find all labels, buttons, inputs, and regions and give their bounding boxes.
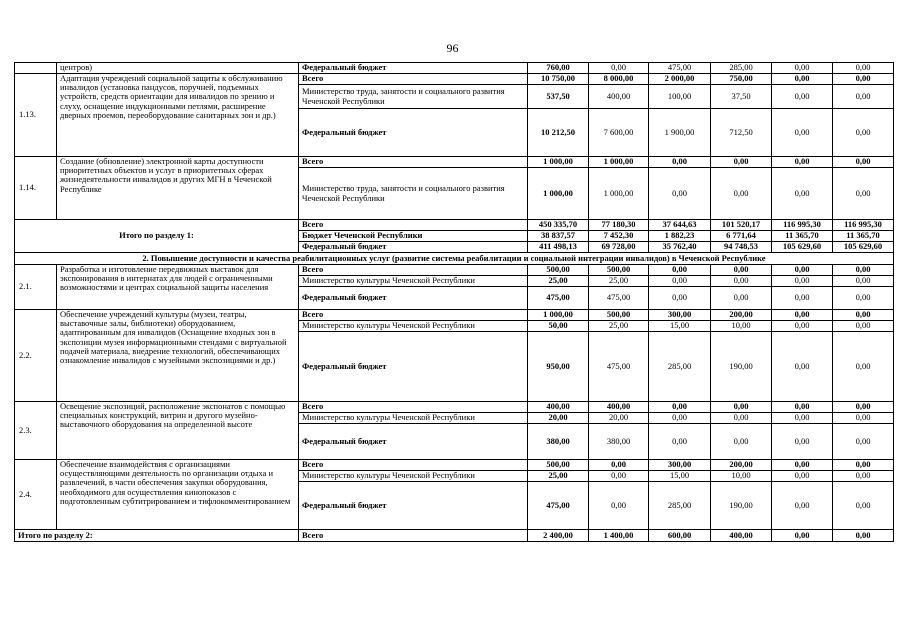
index-cell (15, 63, 57, 74)
value-cell: 50,00 (528, 321, 589, 332)
value-cell: 11 365,70 (833, 231, 894, 242)
value-cell: 285,00 (711, 63, 772, 74)
value-cell: 0,00 (772, 424, 833, 460)
value-cell: 20,00 (589, 413, 649, 424)
value-cell: 0,00 (833, 424, 894, 460)
value-cell: 8 000,00 (589, 74, 649, 85)
index-cell: 2.3. (15, 402, 57, 460)
value-cell: 475,00 (589, 332, 649, 402)
value-cell: 0,00 (772, 109, 833, 157)
value-cell: 475,00 (528, 287, 589, 310)
value-cell: 0,00 (833, 530, 894, 542)
value-cell: 411 498,13 (528, 242, 589, 253)
value-cell: 0,00 (589, 482, 649, 530)
value-cell: 105 629,60 (833, 242, 894, 253)
description-cell: Создание (обновление) электронной карты доступности приоритетных объектов и услуг в приоритетных сферах жизнедеятельности инвалидов и других МГН в Чеченской Республике (57, 157, 299, 220)
value-cell: 285,00 (649, 482, 711, 530)
value-cell: 475,00 (649, 63, 711, 74)
value-cell: 1 000,00 (589, 157, 649, 168)
value-cell: 0,00 (772, 157, 833, 168)
value-cell: 190,00 (711, 332, 772, 402)
value-cell: 0,00 (833, 157, 894, 168)
value-cell: 600,00 (649, 530, 711, 542)
value-cell: 300,00 (649, 460, 711, 471)
value-cell: 0,00 (711, 276, 772, 287)
value-cell: 0,00 (772, 471, 833, 482)
value-cell: 0,00 (772, 530, 833, 542)
value-cell: 0,00 (772, 332, 833, 402)
value-cell: 7 452,30 (589, 231, 649, 242)
source-cell: Всего (299, 530, 528, 542)
value-cell: 25,00 (528, 276, 589, 287)
source-cell: Федеральный бюджет (299, 287, 528, 310)
source-cell: Федеральный бюджет (299, 242, 528, 253)
value-cell: 0,00 (833, 85, 894, 109)
value-cell: 0,00 (833, 109, 894, 157)
value-cell: 500,00 (528, 265, 589, 276)
value-cell: 0,00 (589, 471, 649, 482)
value-cell: 400,00 (711, 530, 772, 542)
table-row (15, 310, 894, 321)
value-cell: 0,00 (649, 287, 711, 310)
value-cell: 500,00 (528, 460, 589, 471)
value-cell: 200,00 (711, 460, 772, 471)
value-cell: 0,00 (711, 168, 772, 220)
source-cell: Федеральный бюджет (299, 424, 528, 460)
value-cell: 1 400,00 (589, 530, 649, 542)
value-cell: 950,00 (528, 332, 589, 402)
value-cell: 0,00 (711, 157, 772, 168)
source-cell: Федеральный бюджет (299, 482, 528, 530)
value-cell: 10 212,50 (528, 109, 589, 157)
value-cell: 0,00 (649, 402, 711, 413)
value-cell: 0,00 (833, 332, 894, 402)
value-cell: 380,00 (589, 424, 649, 460)
description-cell: Разработка и изготовление передвижных выставок для экспонирования в интернатах для людей с ограниченными возможностями и центрах социальной защиты населения (57, 265, 299, 310)
value-cell: 300,00 (649, 310, 711, 321)
value-cell: 116 995,30 (772, 220, 833, 231)
value-cell: 400,00 (589, 402, 649, 413)
source-cell: Бюджет Чеченской Республики (299, 231, 528, 242)
source-cell: Министерство культуры Чеченской Республики (299, 471, 528, 482)
value-cell: 0,00 (711, 402, 772, 413)
table-row (15, 530, 894, 542)
table-row (15, 220, 894, 231)
value-cell: 15,00 (649, 321, 711, 332)
value-cell: 37,50 (711, 85, 772, 109)
section-total-label: Итого по разделу 1: (15, 220, 299, 253)
value-cell: 0,00 (772, 460, 833, 471)
value-cell: 10,00 (711, 321, 772, 332)
source-cell: Министерство культуры Чеченской Республики (299, 276, 528, 287)
value-cell: 0,00 (833, 74, 894, 85)
table-row (15, 63, 894, 74)
value-cell: 750,00 (711, 74, 772, 85)
index-cell: 1.14. (15, 157, 57, 220)
index-cell: 2.1. (15, 265, 57, 310)
value-cell: 0,00 (833, 321, 894, 332)
value-cell: 0,00 (833, 63, 894, 74)
value-cell: 0,00 (649, 413, 711, 424)
source-cell: Министерство труда, занятости и социального развития Чеченской Республики (299, 168, 528, 220)
value-cell: 0,00 (649, 276, 711, 287)
value-cell: 475,00 (589, 287, 649, 310)
source-cell: Министерство культуры Чеченской Республики (299, 321, 528, 332)
index-cell: 2.2. (15, 310, 57, 402)
table-row (15, 74, 894, 85)
value-cell: 0,00 (833, 471, 894, 482)
budget-table (14, 62, 894, 542)
table-row (15, 157, 894, 168)
description-cell: центров) (57, 63, 299, 74)
description-cell: Обеспечение взаимодействия с организациями осуществляющими деятельность по организации отдыха и развлечений, в части обеспечения закупки оборудования, необходимого для осуществления кинопоказов с подготовленным субтитрированием и тифлокомментированием (57, 460, 299, 530)
value-cell: 0,00 (711, 413, 772, 424)
source-cell: Всего (299, 402, 528, 413)
value-cell: 38 837,57 (528, 231, 589, 242)
source-cell: Всего (299, 310, 528, 321)
value-cell: 25,00 (589, 276, 649, 287)
description-cell: Обеспечение учреждений культуры (музеи, театры, выставочные залы, библиотеки) оборудованием, адаптированным для инвалидов (Оснащение входных зон в экспозиции музея информационными стендами с виртуальной подачей материала, внедрение технологий, обеспечивающих ознакомление инвалидов с музейными экспозициями и др.) (57, 310, 299, 402)
value-cell: 0,00 (589, 460, 649, 471)
value-cell: 1 000,00 (528, 310, 589, 321)
value-cell: 6 771,64 (711, 231, 772, 242)
index-cell: 2.4. (15, 460, 57, 530)
value-cell: 1 000,00 (528, 168, 589, 220)
source-cell: Федеральный бюджет (299, 332, 528, 402)
value-cell: 190,00 (711, 482, 772, 530)
value-cell: 94 748,53 (711, 242, 772, 253)
value-cell: 0,00 (649, 168, 711, 220)
value-cell: 0,00 (833, 413, 894, 424)
value-cell: 1 000,00 (589, 168, 649, 220)
value-cell: 450 335,70 (528, 220, 589, 231)
value-cell: 712,50 (711, 109, 772, 157)
value-cell: 0,00 (711, 287, 772, 310)
value-cell: 500,00 (589, 265, 649, 276)
source-cell: Министерство культуры Чеченской Республики (299, 413, 528, 424)
value-cell: 20,00 (528, 413, 589, 424)
value-cell: 0,00 (772, 321, 833, 332)
source-cell: Министерство труда, занятости и социального развития Чеченской Республики (299, 85, 528, 109)
value-cell: 0,00 (772, 413, 833, 424)
value-cell: 0,00 (772, 402, 833, 413)
source-cell: Всего (299, 460, 528, 471)
source-cell: Федеральный бюджет (299, 109, 528, 157)
value-cell: 100,00 (649, 85, 711, 109)
value-cell: 0,00 (772, 276, 833, 287)
value-cell: 101 520,17 (711, 220, 772, 231)
value-cell: 0,00 (772, 168, 833, 220)
value-cell: 285,00 (649, 332, 711, 402)
value-cell: 0,00 (649, 157, 711, 168)
value-cell: 0,00 (833, 265, 894, 276)
value-cell: 15,00 (649, 471, 711, 482)
value-cell: 400,00 (589, 85, 649, 109)
value-cell: 2 400,00 (528, 530, 589, 542)
value-cell: 760,00 (528, 63, 589, 74)
source-cell: Всего (299, 74, 528, 85)
table-row (15, 265, 894, 276)
value-cell: 500,00 (589, 310, 649, 321)
value-cell: 0,00 (833, 168, 894, 220)
value-cell: 200,00 (711, 310, 772, 321)
source-cell: Всего (299, 265, 528, 276)
value-cell: 475,00 (528, 482, 589, 530)
value-cell: 0,00 (833, 287, 894, 310)
value-cell: 0,00 (589, 63, 649, 74)
value-cell: 537,50 (528, 85, 589, 109)
description-cell: Адаптация учреждений социальной защиты к обслуживанию инвалидов (установка пандусов, поручней, подъемных устройств, средств ориентации для инвалидов по зрению и слуху, оснащение индукционными петлями, расширение дверных проемов, переоборудование санитарных зон и др.) (57, 74, 299, 157)
value-cell: 400,00 (528, 402, 589, 413)
value-cell: 25,00 (589, 321, 649, 332)
value-cell: 7 600,00 (589, 109, 649, 157)
description-cell: Освещение экспозиций, расположение экспонатов с помощью специальных конструкций, витрин и другого музейно-выставочного оборудования на определенной высоте (57, 402, 299, 460)
value-cell: 0,00 (772, 482, 833, 530)
value-cell: 0,00 (711, 424, 772, 460)
value-cell: 25,00 (528, 471, 589, 482)
value-cell: 0,00 (772, 85, 833, 109)
value-cell: 0,00 (649, 424, 711, 460)
value-cell: 77 180,30 (589, 220, 649, 231)
section-heading: 2. Повышение доступности и качества реабилитационных услуг (развитие системы реабилитации и социальной интеграции инвалидов) в Чеченской Республике (15, 253, 894, 265)
value-cell: 0,00 (833, 402, 894, 413)
value-cell: 0,00 (833, 460, 894, 471)
value-cell: 1 000,00 (528, 157, 589, 168)
value-cell: 380,00 (528, 424, 589, 460)
table-row (15, 460, 894, 471)
value-cell: 0,00 (649, 265, 711, 276)
value-cell: 0,00 (772, 63, 833, 74)
value-cell: 105 629,60 (772, 242, 833, 253)
value-cell: 35 762,40 (649, 242, 711, 253)
value-cell: 0,00 (772, 74, 833, 85)
table-row (15, 402, 894, 413)
value-cell: 10,00 (711, 471, 772, 482)
value-cell: 11 365,70 (772, 231, 833, 242)
value-cell: 1 882,23 (649, 231, 711, 242)
value-cell: 1 900,00 (649, 109, 711, 157)
value-cell: 10 750,00 (528, 74, 589, 85)
section-total-label: Итого по разделу 2: (15, 530, 299, 542)
table-row (15, 253, 894, 265)
source-cell: Федеральный бюджет (299, 63, 528, 74)
source-cell: Всего (299, 220, 528, 231)
value-cell: 0,00 (772, 287, 833, 310)
source-cell: Всего (299, 157, 528, 168)
value-cell: 0,00 (711, 265, 772, 276)
value-cell: 37 644,63 (649, 220, 711, 231)
page-number: 96 (446, 41, 459, 55)
value-cell: 116 995,30 (833, 220, 894, 231)
value-cell: 69 728,00 (589, 242, 649, 253)
index-cell: 1.13. (15, 74, 57, 157)
value-cell: 0,00 (833, 276, 894, 287)
value-cell: 0,00 (833, 482, 894, 530)
value-cell: 2 000,00 (649, 74, 711, 85)
value-cell: 0,00 (833, 310, 894, 321)
value-cell: 0,00 (772, 265, 833, 276)
value-cell: 0,00 (772, 310, 833, 321)
